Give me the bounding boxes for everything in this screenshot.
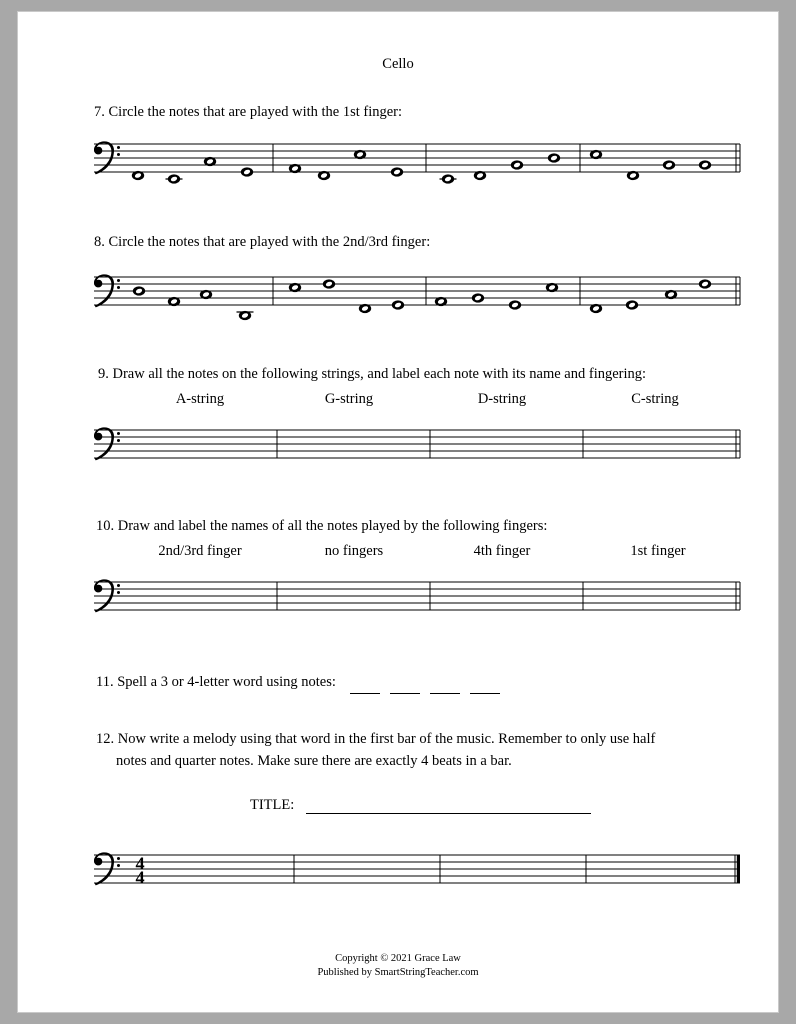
question-10-prompt: Draw and label the names of all the notes played by the following fingers:	[117, 518, 548, 534]
whole-note[interactable]	[318, 171, 330, 180]
whole-note[interactable]	[663, 160, 675, 169]
time-signature	[135, 853, 144, 887]
page-title: Cello	[382, 56, 414, 72]
whole-note[interactable]	[548, 153, 560, 162]
note-blank-3[interactable]	[430, 693, 460, 694]
question-7-number: 7.	[94, 104, 109, 120]
whole-note[interactable]	[132, 171, 144, 180]
staff-system-q8	[18, 217, 778, 345]
staff-melody	[18, 795, 778, 923]
whole-note[interactable]	[626, 300, 638, 309]
question-8-number: 8.	[94, 234, 109, 250]
publisher-line: Published by SmartStringTeacher.com	[317, 967, 479, 979]
q10-labels-item-1: no fingers	[324, 543, 384, 559]
whole-note[interactable]	[323, 279, 335, 288]
question-8-prompt: Circle the notes that are played with the 2nd/3rd finger:	[108, 234, 431, 250]
whole-note[interactable]	[392, 300, 404, 309]
notes	[132, 150, 711, 184]
whole-note[interactable]	[166, 174, 183, 183]
whole-note[interactable]	[133, 286, 145, 295]
whole-note[interactable]	[440, 174, 457, 183]
whole-note[interactable]	[699, 279, 711, 288]
staff-system-q7	[18, 84, 778, 212]
whole-note[interactable]	[699, 160, 711, 169]
question-9-number: 9.	[98, 366, 113, 382]
question-11-prompt: Spell a 3 or 4-letter word using notes:	[117, 674, 336, 690]
staff-lines	[94, 855, 740, 883]
whole-note[interactable]	[511, 160, 523, 169]
staff-lines	[94, 277, 740, 305]
question-7-prompt: Circle the notes that are played with the 1st finger:	[108, 104, 403, 120]
q10-labels-item-0: 2nd/3rd finger	[158, 543, 242, 559]
question-11-answer-blanks[interactable]	[340, 674, 500, 690]
q10-labels-item-2: 4th finger	[473, 543, 531, 559]
note-blank-1[interactable]	[350, 693, 380, 694]
staff-q8	[18, 217, 778, 345]
staff-lines	[94, 430, 740, 458]
whole-note[interactable]	[627, 171, 639, 180]
q10-labels-item-3: 1st finger	[630, 543, 686, 559]
whole-note[interactable]	[359, 304, 371, 313]
staff-system-q9	[18, 370, 778, 498]
whole-note[interactable]	[509, 300, 521, 309]
whole-note[interactable]	[546, 283, 558, 292]
question-11-number: 11.	[96, 674, 118, 690]
staff-q7	[18, 84, 778, 212]
whole-note[interactable]	[354, 150, 366, 159]
whole-note[interactable]	[289, 283, 301, 292]
q9-labels-item-0: A-string	[175, 391, 225, 407]
notes	[133, 279, 711, 320]
whole-note[interactable]	[204, 157, 216, 166]
whole-note[interactable]	[200, 290, 212, 299]
question-12-number: 12.	[96, 731, 118, 747]
question-12-prompt-line-2: notes and quarter notes. Make sure there are exactly 4 beats in a bar.	[116, 752, 512, 769]
svg-text:4: 4	[135, 867, 145, 888]
staff-q10	[18, 522, 778, 650]
note-blank-2[interactable]	[390, 693, 420, 694]
question-11-text	[96, 672, 500, 694]
melody-title-label: TITLE:	[250, 797, 295, 813]
whole-note[interactable]	[289, 164, 301, 173]
question-10-number: 10.	[96, 518, 118, 534]
whole-note[interactable]	[590, 304, 602, 313]
copyright-line: Copyright © 2021 Grace Law	[335, 953, 461, 964]
worksheet-page	[18, 12, 778, 1012]
question-12-prompt-line-1: Now write a melody using that word in the first bar of the music. Remember to only use half	[117, 731, 656, 747]
staff-system-melody	[18, 795, 778, 923]
staff-lines	[94, 582, 740, 610]
svg-text:4: 4	[135, 853, 145, 874]
question-12-text	[96, 729, 746, 773]
note-blank-4[interactable]	[470, 693, 500, 694]
whole-note[interactable]	[168, 297, 180, 306]
footer	[18, 952, 778, 980]
whole-note[interactable]	[391, 167, 403, 176]
question-9-prompt: Draw all the notes on the following strings, and label each note with its name and fingering:	[112, 366, 647, 382]
staff-q9	[18, 370, 778, 498]
whole-note[interactable]	[472, 293, 484, 302]
whole-note[interactable]	[665, 290, 677, 299]
q9-labels-item-2: D-string	[477, 391, 527, 407]
q9-labels-item-3: C-string	[631, 391, 679, 407]
whole-note[interactable]	[435, 297, 447, 306]
whole-note[interactable]	[241, 167, 253, 176]
whole-note[interactable]	[590, 150, 602, 159]
whole-note[interactable]	[474, 171, 486, 180]
staff-system-q10	[18, 522, 778, 650]
staff-lines	[94, 144, 740, 172]
q9-labels-item-1: G-string	[324, 391, 374, 407]
whole-note[interactable]	[237, 311, 254, 320]
